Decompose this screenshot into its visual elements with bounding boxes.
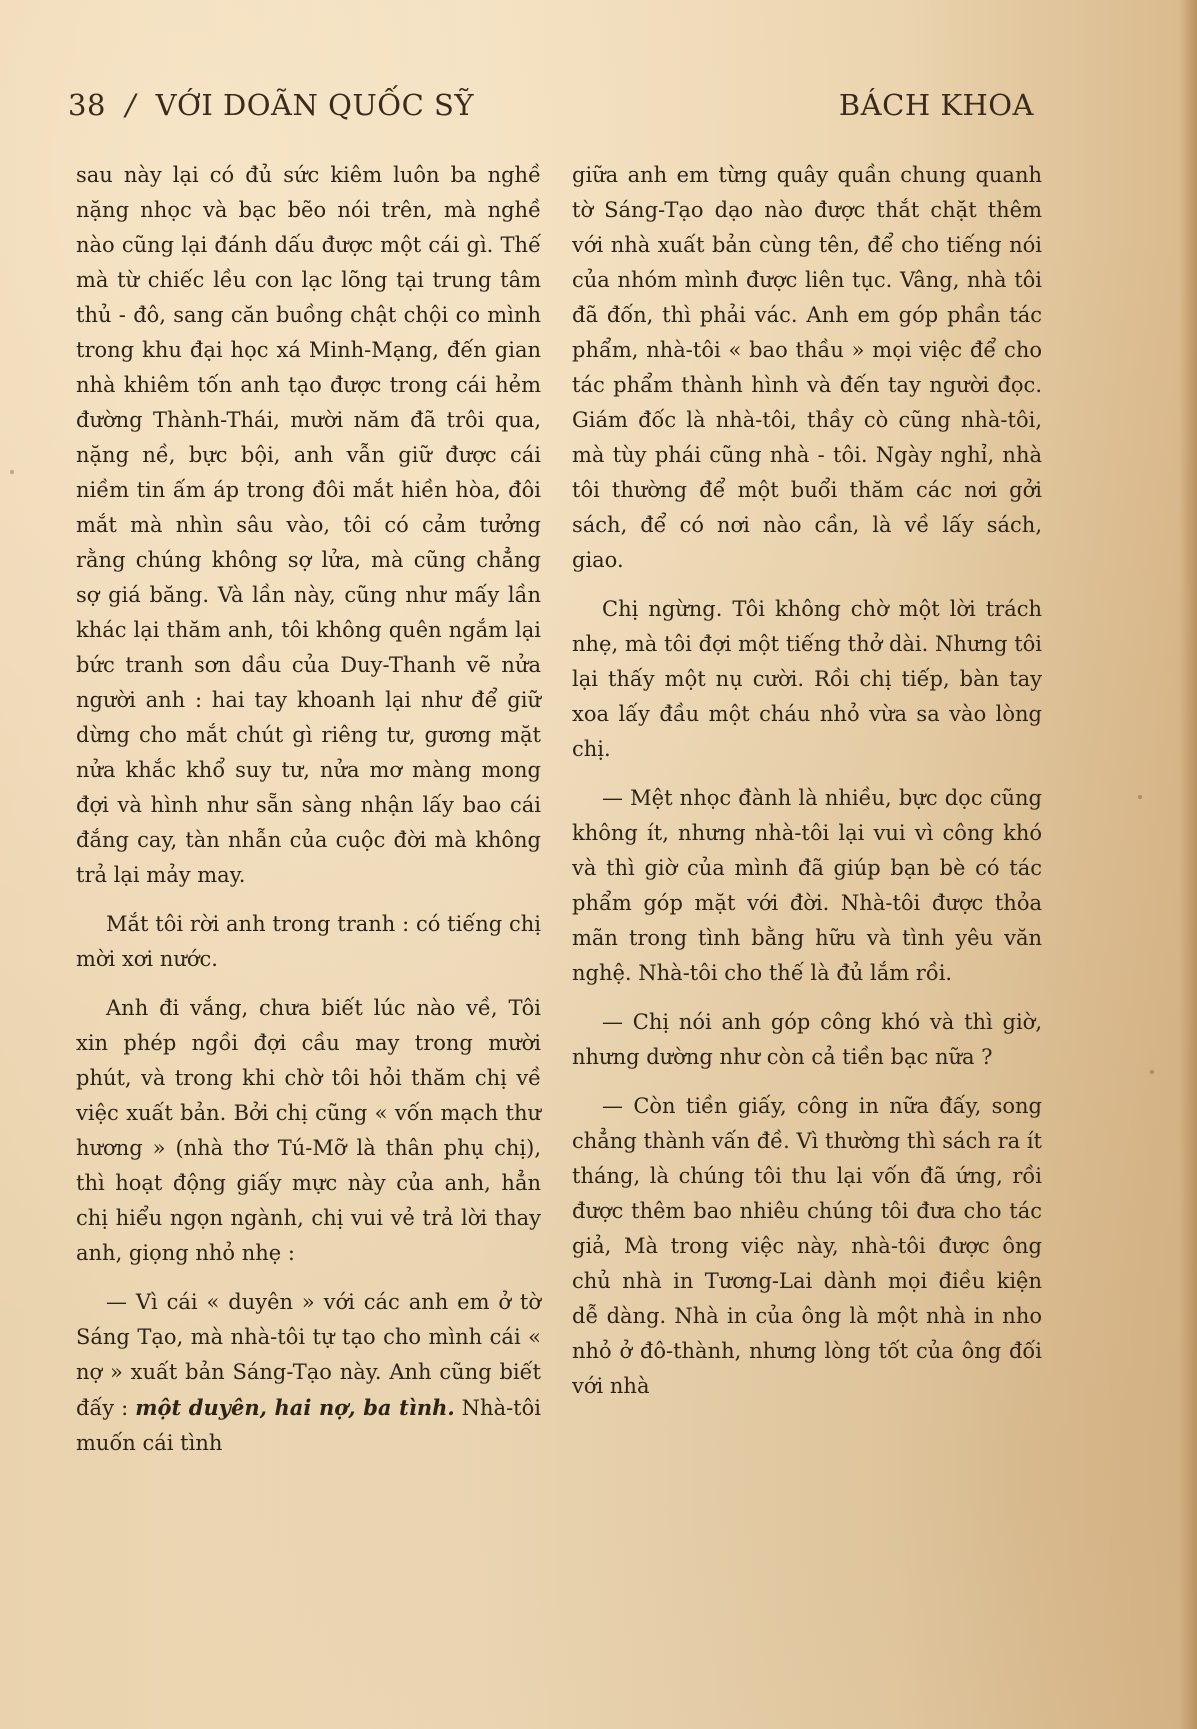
magazine-title: BÁCH KHOA [838, 88, 1034, 122]
running-title: VỚI DOÃN QUỐC SỸ [155, 88, 474, 122]
page-edge-shadow [1179, 0, 1197, 1729]
header-left [68, 88, 474, 122]
header-separator: / [125, 88, 136, 122]
right-paragraph-1: giữa anh em từng quây quần chung quanh tờ Sáng-Tạo dạo nào được thắt chặt thêm với nhà xuất bản cùng tên, để cho tiếng nói của nhóm mình được liên tục. Vâng, nhà tôi đã đốn, thì phải vác. Anh em góp phần tác phẩm, nhà-tôi « bao thầu » mọi việc để cho tác phẩm thành hình và đến tay người đọc. Giám đốc là nhà-tôi, thầy cò cũng nhà-tôi, mà tùy phái cũng nhà - tôi. Ngày nghỉ, nhà tôi thường để một buổi thăm các nơi gởi sách, để có nơi nào cần, là về lấy sách, giao. [572, 163, 1042, 572]
left-paragraph-1: sau này lại có đủ sức kiêm luôn ba nghề nặng nhọc và bạc bẽo nói trên, mà nghề nào cũng lại đánh dấu được một cái gì. Thế mà từ chiếc lều con lạc lõng tại trung tâm thủ - đô, sang căn buồng chật chội co mình trong khu đại học xá Minh-Mạng, đến gian nhà khiêm tốn anh tạo được trong cái hẻm đường Thành-Thái, mười năm đã trôi qua, nặng nề, bực bội, anh vẫn giữ được cái niềm tin ấm áp trong đôi mắt hiền hòa, đôi mắt mà nhìn sâu vào, tôi có cảm tưởng rằng chúng không sợ lửa, mà cũng chẳng sợ giá băng. Và lần này, cũng như mấy lần khác lại thăm anh, tôi không quên ngắm lại bức tranh sơn dầu của Duy-Thanh vẽ nửa người anh : hai tay khoanh lại như để giữ dừng cho mắt chút gì riêng tư, gương mặt nửa khắc khổ suy tư, nửa mơ màng mong đợi và hình như sẵn sàng nhận lấy bao cái đắng cay, tàn nhẫn của cuộc đời mà không trả lại mảy may. [76, 163, 541, 887]
right-paragraph-2: Chị ngừng. Tôi không chờ một lời trách nhẹ, mà tôi đợi một tiếng thở dài. Nhưng tôi lại thấy một nụ cười. Rồi chị tiếp, bàn tay xoa lấy đầu một cháu nhỏ vừa sa vào lòng chị. [572, 597, 1042, 761]
running-header [68, 88, 1034, 138]
left-paragraph-4-end: Nhà-tôi muốn cái tình [76, 1396, 541, 1455]
left-column [76, 158, 541, 1475]
right-paragraph-4: — Chị nói anh góp công khó và thì giờ, nhưng dường như còn cả tiền bạc nữa ? [572, 1010, 1042, 1069]
right-paragraph-5: — Còn tiền giấy, công in nữa đấy, song chẳng thành vấn đề. Vì thường thì sách ra ít tháng, là chúng tôi thu lại vốn đã ứng, rồi được thêm bao nhiêu chúng tôi đưa cho tác giả, Mà trong việc này, nhà-tôi được ông chủ nhà in Tương-Lai dành mọi điều kiện dễ dàng. Nhà in của ông là một nhà in nho nhỏ ở đô-thành, nhưng lòng tốt của ông đối với nhà [572, 1094, 1042, 1398]
paper-speck [10, 470, 14, 474]
right-column [572, 158, 1042, 1418]
paper-speck [1150, 1070, 1154, 1074]
paper-speck [1138, 795, 1142, 799]
left-paragraph-4 [76, 1285, 541, 1461]
left-paragraph-4-emphasis: một duyên, hai nợ, ba tình. [135, 1395, 455, 1420]
left-paragraph-4-start: — Vì cái « duyên » với các anh em ở tờ Sáng Tạo, mà nhà-tôi tự tạo cho mình cái « nợ » xuất bản Sáng-Tạo này. Anh cũng biết đấy : [76, 1290, 541, 1420]
page-number: 38 [68, 88, 106, 122]
right-paragraph-3: — Mệt nhọc đành là nhiều, bực dọc cũng không ít, nhưng nhà-tôi lại vui vì công khó và thì giờ của mình đã giúp bạn bè có tác phẩm góp mặt với đời. Nhà-tôi được thỏa mãn trong tình bằng hữu và tình yêu văn nghệ. Nhà-tôi cho thế là đủ lắm rồi. [572, 786, 1042, 985]
left-paragraph-3: Anh đi vắng, chưa biết lúc nào về, Tôi xin phép ngồi đợi cầu may trong mười phút, và trong khi chờ tôi hỏi thăm chị về việc xuất bản. Bởi chị cũng « vốn mạch thư hương » (nhà thơ Tú-Mỡ là thân phụ chị), thì hoạt động giấy mực này của anh, hẳn chị hiểu ngọn ngành, chị vui vẻ trả lời thay anh, giọng nhỏ nhẹ : [76, 996, 541, 1265]
left-paragraph-2: Mắt tôi rời anh trong tranh : có tiếng chị mời xơi nước. [76, 912, 541, 971]
